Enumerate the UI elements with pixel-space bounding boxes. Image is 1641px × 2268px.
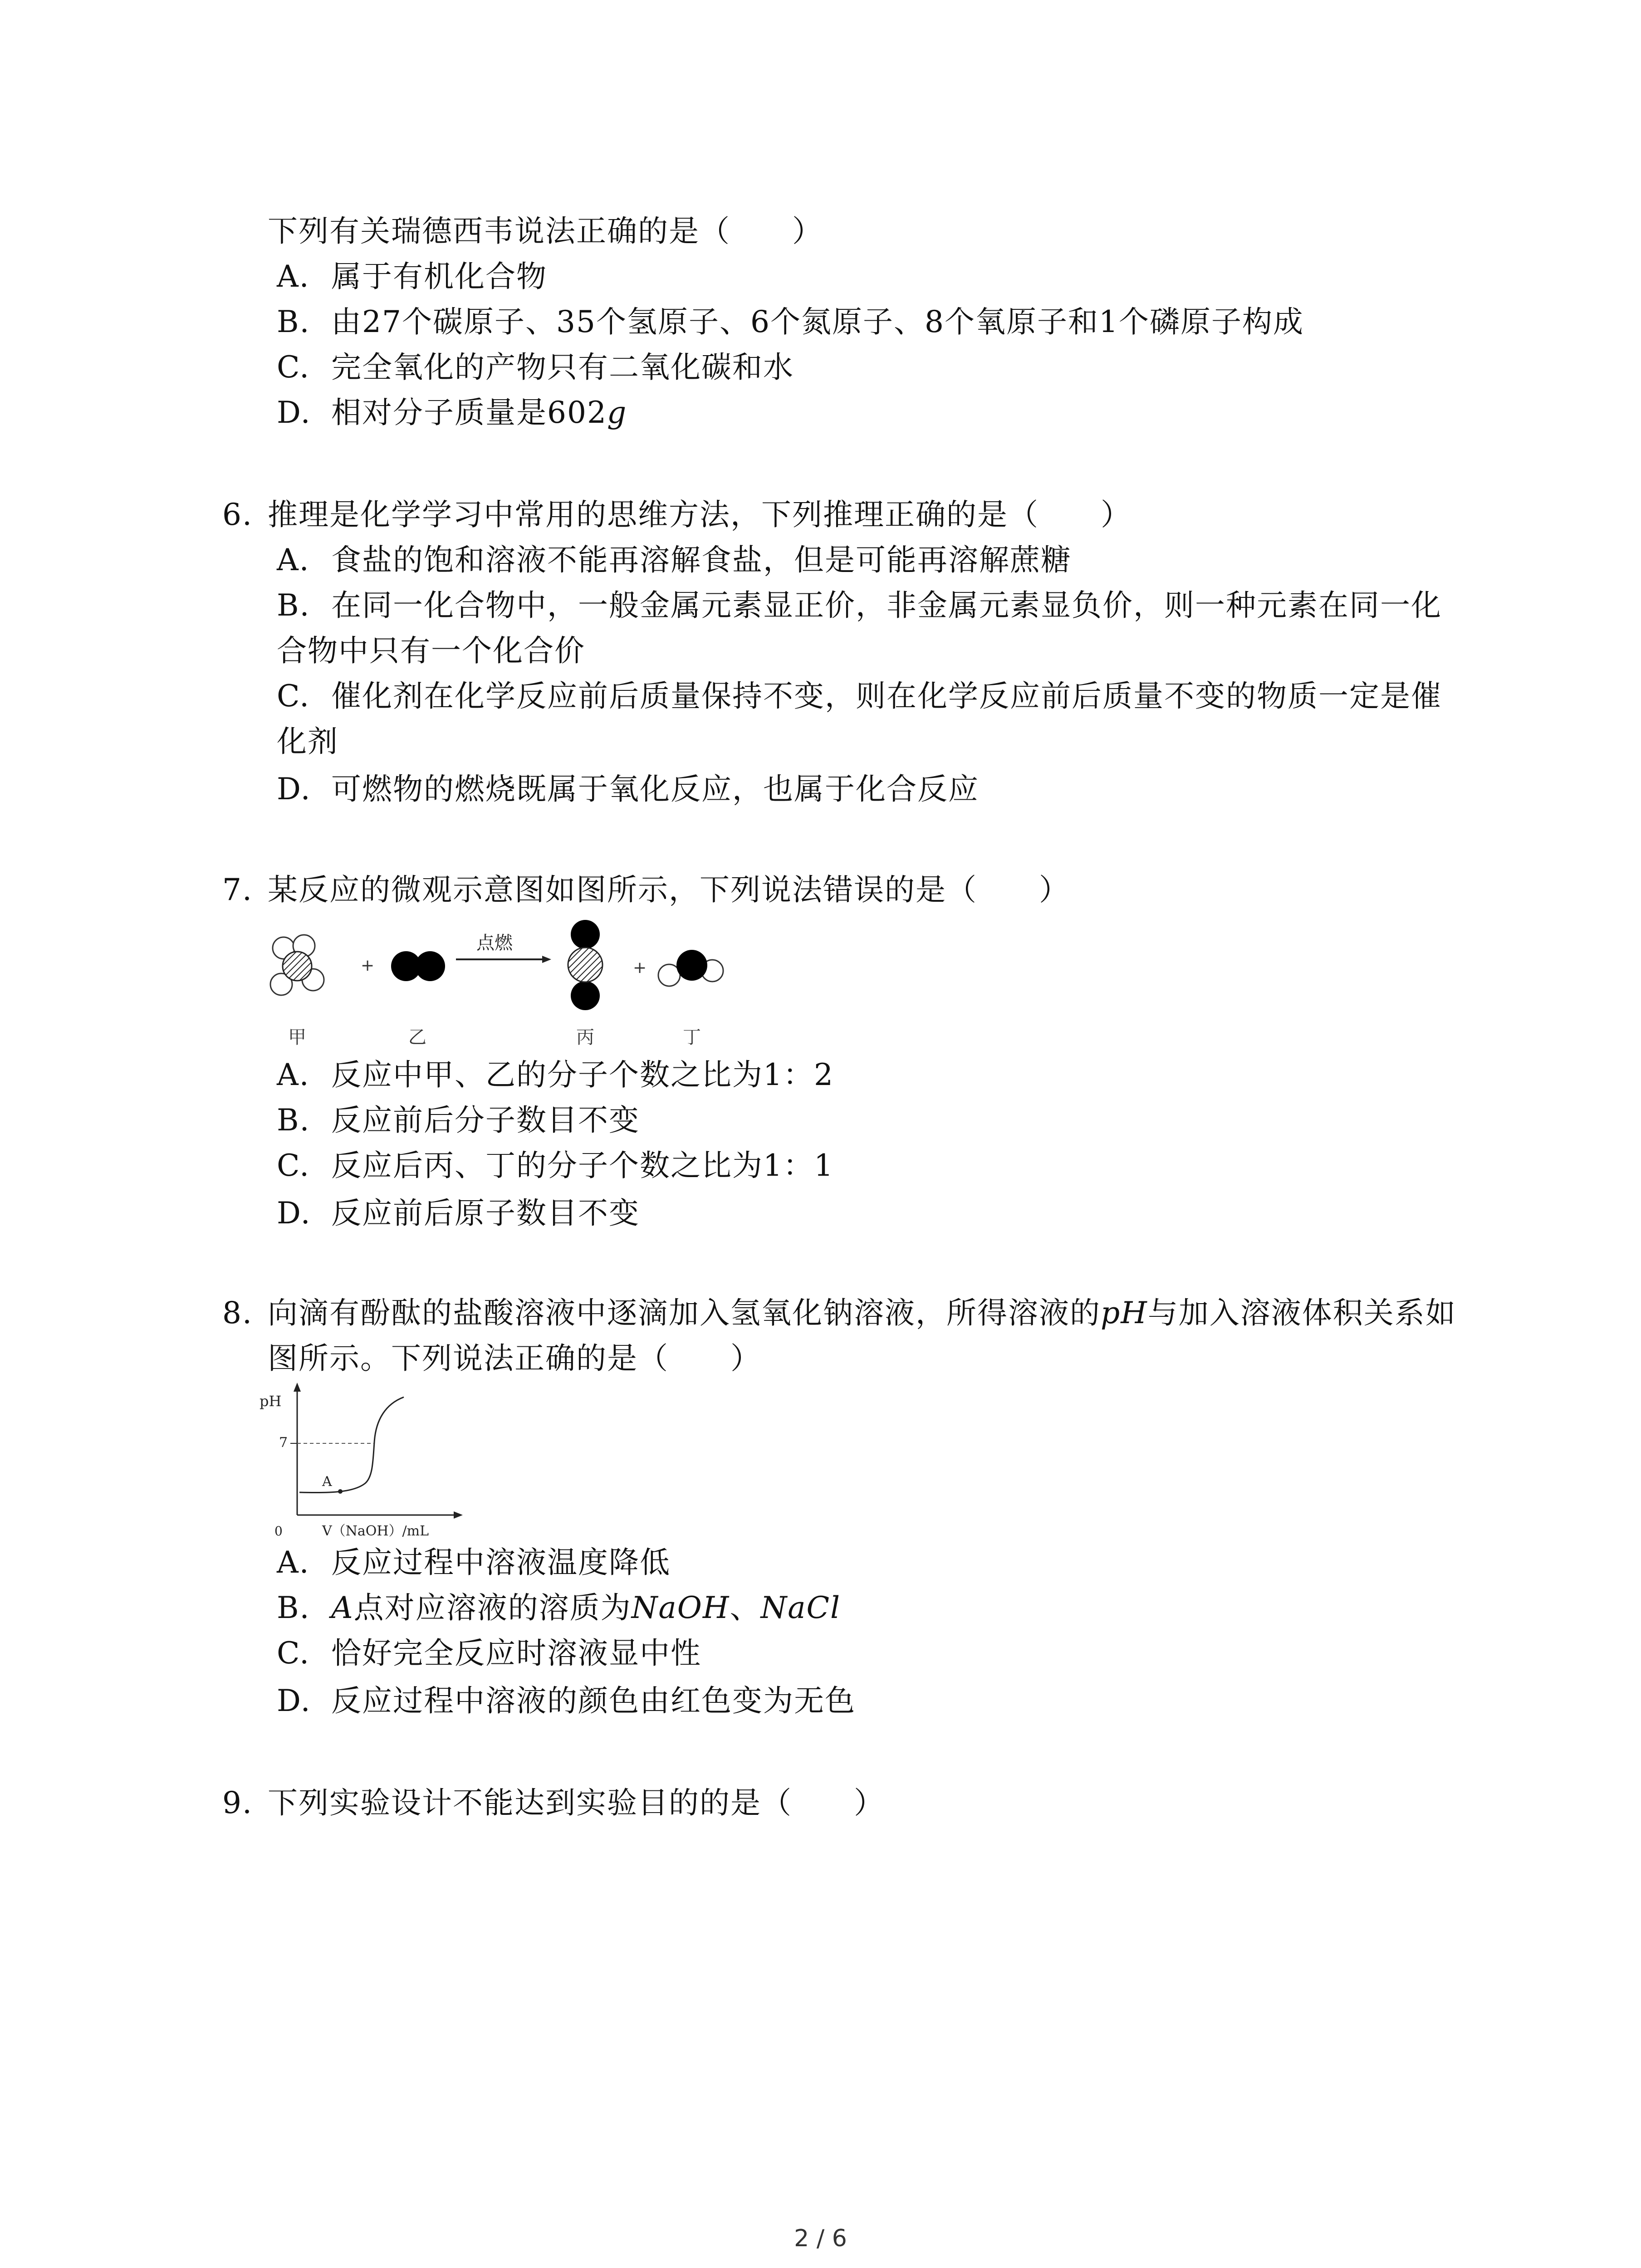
option-label: C. xyxy=(277,679,310,714)
q6-option-b xyxy=(277,587,1442,624)
option-text: 恰好完全反应时溶液显中性 xyxy=(331,1636,701,1671)
q7-stem: 某反应的微观示意图如图所示，下列说法错误的是（ ） xyxy=(268,872,1070,907)
option-text: 反应后丙、丁的分子个数之比为1：1 xyxy=(331,1148,834,1183)
q9-number: 9. xyxy=(222,1785,253,1820)
arrow-label: 点燃 xyxy=(476,933,513,953)
option-label: C. xyxy=(277,350,310,385)
q7-option-a xyxy=(277,1057,834,1093)
label-jia: 甲 xyxy=(288,1027,306,1048)
option-text: 在同一化合物中，一般金属元素显正价，非金属元素显负价，则一种元素在同一化 xyxy=(331,588,1442,623)
origin-label: 0 xyxy=(274,1524,283,1539)
molecule-yi xyxy=(391,951,445,981)
option-text: 反应前后分子数目不变 xyxy=(331,1103,640,1138)
ph-curve xyxy=(299,1397,404,1493)
x-axis-label: V（NaOH）/mL xyxy=(322,1523,429,1539)
q6-stem: 推理是化学学习中常用的思维方法，下列推理正确的是（ ） xyxy=(268,497,1132,532)
molecule-bing xyxy=(568,920,603,1010)
option-label: D. xyxy=(277,1683,311,1718)
q8-option-a xyxy=(277,1545,671,1581)
q7-option-d xyxy=(277,1195,640,1232)
option-label: C. xyxy=(277,1636,310,1671)
q5-option-b xyxy=(277,304,1304,340)
option-text: 完全氧化的产物只有二氧化碳和水 xyxy=(331,350,794,385)
option-label: D. xyxy=(277,772,311,807)
option-label: A. xyxy=(277,1057,310,1092)
option-unit: g xyxy=(607,395,627,430)
label-ding: 丁 xyxy=(683,1027,701,1048)
option-label: B. xyxy=(277,304,310,339)
q8-option-b xyxy=(277,1590,841,1626)
q8-option-c xyxy=(277,1635,701,1672)
molecule-jia xyxy=(270,935,324,995)
option-text: 反应中甲、乙的分子个数之比为1：2 xyxy=(331,1057,834,1092)
y-tick-7: 7 xyxy=(279,1435,288,1451)
q8-stem-cont: 图所示。下列说法正确的是（ ） xyxy=(268,1341,761,1376)
q8-stem-math: pH xyxy=(1101,1295,1148,1330)
option-label: D. xyxy=(277,1196,311,1231)
point-a-label: A xyxy=(322,1474,332,1490)
q8-option-d xyxy=(277,1683,856,1719)
option-text: 食盐的饱和溶液不能再溶解食盐，但是可能再溶解蔗糖 xyxy=(331,543,1072,577)
option-label: B. xyxy=(277,1103,310,1138)
q6-option-c xyxy=(277,678,1442,714)
option-text: 反应过程中溶液的颜色由红色变为无色 xyxy=(331,1683,856,1718)
option-label: B. xyxy=(277,588,310,623)
q6-option-d xyxy=(277,771,979,807)
option-text: 相对分子质量是602 xyxy=(331,395,607,430)
option-text: 催化剂在化学反应前后质量保持不变，则在化学反应前后质量不变的物质一定是催 xyxy=(331,679,1442,714)
q5-option-c xyxy=(277,349,794,386)
q6-option-c-cont: 化剂 xyxy=(277,724,338,759)
option-text: 反应过程中溶液温度降低 xyxy=(331,1545,671,1580)
option-math-nacl: NaCl xyxy=(760,1590,841,1625)
label-bing: 丙 xyxy=(576,1027,594,1048)
option-text: 点对应溶液的溶质为 xyxy=(353,1590,632,1625)
plus-sign-1: + xyxy=(361,956,375,975)
q5-option-d xyxy=(277,395,627,431)
plus-sign-2: + xyxy=(633,958,647,977)
reaction-diagram xyxy=(259,912,771,1061)
option-sep: 、 xyxy=(730,1590,761,1625)
option-text: 由27个碳原子、35个氢原子、6个氮原子、8个氧原子和1个磷原子构成 xyxy=(331,304,1304,339)
reaction-arrow xyxy=(456,956,551,963)
q8-stem-post: 与加入溶液体积关系如 xyxy=(1147,1295,1456,1330)
q8-stem-pre: 向滴有酚酞的盐酸溶液中逐滴加入氢氧化钠溶液，所得溶液的 xyxy=(268,1295,1101,1330)
q7-number: 7. xyxy=(222,872,253,907)
label-yi: 乙 xyxy=(408,1027,426,1048)
option-label: B. xyxy=(277,1590,310,1625)
q5-option-a xyxy=(277,259,547,295)
option-math-a: A xyxy=(331,1590,354,1625)
option-text: 可燃物的燃烧既属于氧化反应，也属于化合反应 xyxy=(331,772,979,807)
ph-graph xyxy=(254,1379,472,1542)
option-label: C. xyxy=(277,1148,310,1183)
q9-stem: 下列实验设计不能达到实验目的的是（ ） xyxy=(268,1785,885,1820)
q7-option-c xyxy=(277,1148,834,1184)
q6-option-b-cont: 合物中只有一个化合价 xyxy=(277,633,585,668)
option-label: D. xyxy=(277,395,311,430)
option-label: A. xyxy=(277,259,310,294)
option-text: 反应前后原子数目不变 xyxy=(331,1196,640,1231)
page-number: 2 / 6 xyxy=(794,2225,847,2252)
molecule-ding xyxy=(658,950,723,986)
option-label: A. xyxy=(277,1545,310,1580)
y-axis-label: pH xyxy=(260,1393,282,1410)
q6-option-a xyxy=(277,542,1072,578)
q6-number: 6. xyxy=(222,497,253,532)
q5-stem: 下列有关瑞德西韦说法正确的是（ ） xyxy=(268,214,823,249)
option-label: A. xyxy=(277,543,310,577)
q8-stem xyxy=(268,1295,1456,1331)
option-text: 属于有机化合物 xyxy=(331,259,547,294)
option-math-naoh: NaOH xyxy=(631,1590,730,1625)
q8-number: 8. xyxy=(222,1295,253,1330)
point-a xyxy=(338,1489,343,1494)
q7-option-b xyxy=(277,1102,640,1139)
